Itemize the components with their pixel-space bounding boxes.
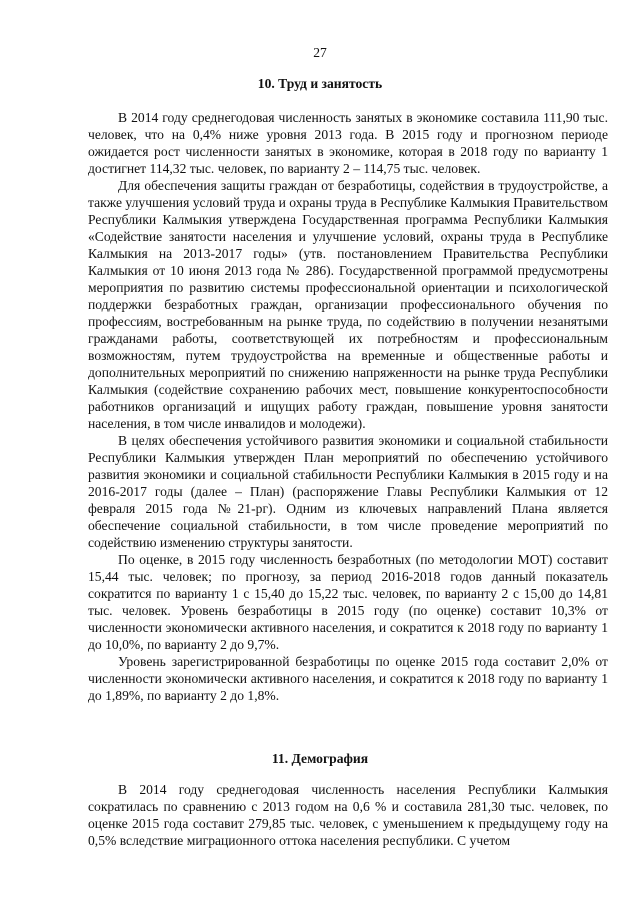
paragraph: По оценке, в 2015 году численность безработных (по методологии МОТ) составит 15,44 тыс. человек; по прогнозу, за период 2016-2018 годов данный показатель сократится по варианту 1 с 15,40 до 15,22 тыс. человек, по варианту 2 с 15,00 до 14,81 тыс. человек. Уровень безработицы в 2015 году (по оценке) составит 10,3% от численности экономически активного населения, и сократится к 2018 году по варианту 1 до 10,0%, по варианту 2 до 9,7%. — [88, 552, 608, 652]
paragraph: Уровень зарегистрированной безработицы по оценке 2015 года составит 2,0% от численности экономически активного населения, и сократится к 2018 году по варианту 1 до 1,89%, по варианту 2 до 1,8%. — [88, 654, 608, 703]
paragraph: В 2014 году среднегодовая численность населения Республики Калмыкия сократилась по сравнению с 2013 годом на 0,6 % и составила 281,30 тыс. человек, по оценке 2015 года составит 279,85 тыс. человек, с уменьшением к предыдущему году на 0,5% вследствие миграционного оттока населения республики. С учетом — [88, 782, 608, 848]
page-number: 27 — [313, 45, 327, 60]
paragraph: В 2014 году среднегодовая численность занятых в экономике составила 111,90 тыс. человек, что на 0,4% ниже уровня 2013 года. В 2015 году и прогнозном периоде ожидается рост численности занятых в экономике, которая в 2018 году по варианту 1 достигнет 114,32 тыс. человек, по варианту 2 – 114,75 тыс. человек. — [88, 110, 608, 176]
paragraph: В целях обеспечения устойчивого развития экономики и социальной стабильности Республики Калмыкия утвержден План мероприятий по обеспечению устойчивого развития экономики и социальной стабильности Республики Калмыкия в 2015 году и на 2016-2017 годы (далее – План) (распоряжение Главы Республики Калмыкия от 12 февраля 2015 года №21-рг). Одним из ключевых направлений Плана является обеспечение социальной стабильности, в том числе проведение мероприятий по содействию изменению структуры занятости. — [88, 433, 608, 550]
section-heading-demography: 11. Демография — [271, 751, 369, 766]
section-body-demography — [88, 781, 608, 849]
section-body-labor — [88, 109, 608, 704]
section-heading-labor: 10. Труд и занятость — [257, 76, 383, 91]
paragraph: Для обеспечения защиты граждан от безработицы, содействия в трудоустройстве, а также улучшения условий труда и охраны труда в Республике Калмыкия Правительством Республики Калмыкия утверждена Государственная программа Республики Калмыкия «Содействие занятости населения и улучшение условий, охраны труда в Республике Калмыкия на 2013-2017 годы» (утв. постановлением Правительства Республики Калмыкия от 10 июня 2013 года № 286). Государственной программой предусмотрены мероприятия по развитию системы профессиональной ориентации и психологической поддержки безработных граждан, организации профессионального обучения по профессиям, востребованным на рынке труда, по содействию в получении незанятыми гражданами работы, соответствующей их потребностям и профессиональным возможностям, путем трудоустройства на временные и общественные работы и дополнительных мероприятий по снижению напряженности на рынке труда Республики Калмыкия (содействие сохранению рабочих мест, повышение конкурентоспособности работников организаций и ищущих работу граждан, повышение уровня занятости населения, в том числе инвалидов и молодежи). — [88, 178, 608, 431]
